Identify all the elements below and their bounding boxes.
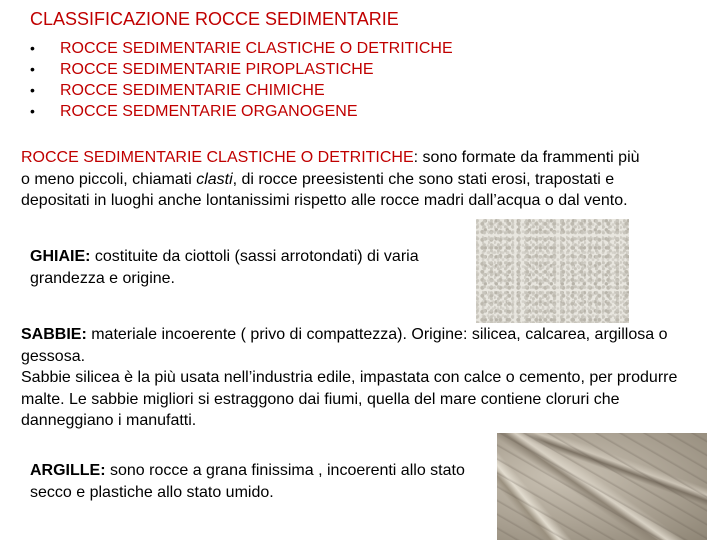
list-item: [30, 80, 453, 101]
clasti-term: clasti: [196, 170, 233, 188]
list-item-label: ROCCE SEDIMENTARIE CLASTICHE O DETRITICHE: [60, 40, 453, 57]
list-item-label: ROCCE SEDIMENTARIE PIROPLASTICHE: [60, 61, 374, 78]
bullet-icon: •: [30, 61, 35, 77]
bullet-icon: •: [30, 82, 35, 98]
list-item-label: ROCCE SEDIMENTARIE CHIMICHE: [60, 82, 325, 99]
bullet-icon: •: [30, 40, 35, 56]
clastiche-text-after: , di rocce preesistenti che sono stati erosi, trapostati e depositati in luoghi anche lontanissimi rispetto alle rocce madri dall’acqua o dal vento.: [21, 170, 628, 209]
clastiche-paragraph: [21, 147, 641, 212]
bullet-icon: •: [30, 103, 35, 119]
argille-paragraph: [30, 460, 500, 503]
clastiche-heading: ROCCE SEDIMENTARIE CLASTICHE O DETRITICHE: [21, 149, 414, 166]
ghiaie-paragraph: [30, 246, 480, 289]
ghiaie-text: costituite da ciottoli (sassi arrotondati) di varia grandezza e origine.: [30, 248, 419, 287]
argille-heading: ARGILLE:: [30, 462, 106, 479]
clay-photo: [497, 433, 707, 540]
sabbie-paragraph: [21, 324, 701, 432]
classification-list: [30, 38, 453, 122]
list-item-label: ROCCE SEDMENTARIE ORGANOGENE: [60, 103, 358, 120]
clastiche-text-before: sono formate da frammenti più o meno piccoli, chiamati: [21, 149, 640, 188]
gravel-photo: [476, 219, 629, 323]
sabbie-text-usage: Sabbie silicea è la più usata nell’industria edile, impastata con calce o cemento, per produrre malte. Le sabbie migliori si estraggono dai fiumi, quella del mare contiene cloruri che danneggiano i manufatti.: [21, 369, 678, 429]
argille-text: sono rocce a grana finissima , incoerenti allo stato secco e plastiche allo stato umido.: [30, 462, 465, 501]
list-item: [30, 59, 453, 80]
page-title: CLASSIFICAZIONE ROCCE SEDIMENTARIE: [30, 9, 399, 29]
list-item: [30, 38, 453, 59]
sabbie-text: materiale incoerente ( privo di compattezza). Origine: silicea, calcarea, argillosa o gessosa.: [21, 326, 668, 365]
clastiche-separator: :: [413, 149, 419, 166]
ghiaie-heading: GHIAIE:: [30, 248, 91, 265]
list-item: [30, 101, 453, 122]
sabbie-heading: SABBIE:: [21, 326, 87, 343]
